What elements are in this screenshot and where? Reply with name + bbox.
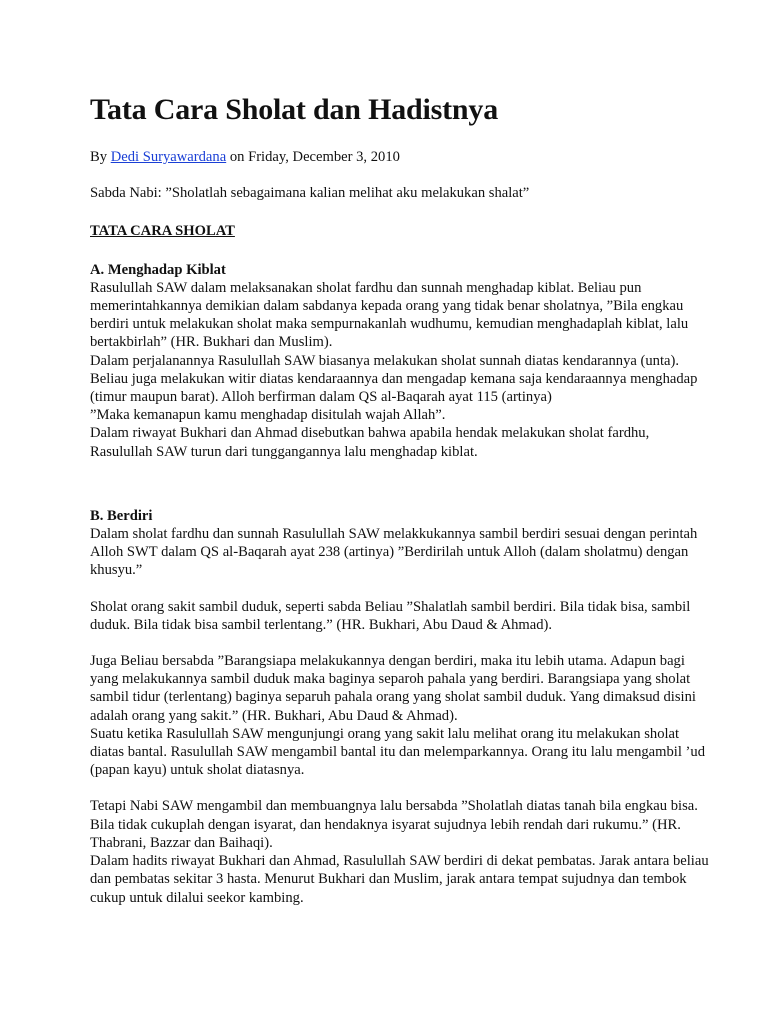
paragraph-b-2: Sholat orang sakit sambil duduk, seperti sabda Beliau ”Shalatlah sambil berdiri. Bila tidak bisa, sambil duduk. Bila tidak bisa sambil terlentang.” (HR. Bukhari, Abu Daud & Ahmad).: [90, 598, 691, 633]
paragraph-b-3: Juga Beliau bersabda ”Barangsiapa melakukannya dengan berdiri, maka itu lebih utama. Adapun bagi yang melakukannya sambil duduk maka baginya separoh pahala yang berdiri. Barangsiapa yang sholat sambil tidur (terlentang) baginya separuh pahala orang yang sholat sambil duduk. Yang dimaksud disini adalah orang yang sakit.” (HR. Bukhari, Abu Daud & Ahmad).: [90, 653, 696, 724]
paragraph-a-2: Dalam perjalanannya Rasulullah SAW biasanya melakukan sholat sunnah diatas kendarannya (unta). Beliau juga melakukan witir diatas kendaraannya dan mengadap kemana saja kendaraannya menghadap (timur maupun barat). Alloh berfirman dalam QS al-Baqarah ayat 115 (artinya): [90, 352, 698, 406]
document-page: [90, 92, 710, 907]
sabda-nabi-quote: Sabda Nabi: ”Sholatlah sebagaimana kalian melihat aku melakukan shalat”: [90, 185, 530, 202]
spacer: [90, 580, 710, 598]
article-title: Tata Cara Sholat dan Hadistnya: [90, 93, 498, 126]
section-title: TATA CARA SHOLAT: [90, 223, 235, 240]
byline-date: on Friday, December 3, 2010: [226, 149, 400, 165]
heading-menghadap-kiblat: A. Menghadap Kiblat: [90, 261, 226, 278]
paragraph-a-3: ”Maka kemanapun kamu menghadap disitulah wajah Allah”.: [90, 407, 446, 424]
paragraph-a-4: Dalam riwayat Bukhari dan Ahmad disebutkan bahwa apabila hendak melakukan sholat fardhu, Rasulullah SAW turun dari tunggangannya lalu menghadap kiblat.: [90, 425, 650, 460]
paragraph-b-4: Suatu ketika Rasulullah SAW mengunjungi orang yang sakit lalu melihat orang itu melakukan sholat diatas bantal. Rasulullah SAW mengambil bantal itu dan melemparkannya. Orang itu lalu mengambil ’ud (papan kayu) untuk sholat diatasnya.: [90, 725, 705, 779]
paragraph-b-5: Tetapi Nabi SAW mengambil dan membuangnya lalu bersabda ”Sholatlah diatas tanah bila engkau bisa. Bila tidak cukuplah dengan isyarat, dan hendaknya isyarat sujudnya lebih rendah dari rukumu.” (HR. Thabrani, Bazzar dan Baihaqi).: [90, 798, 698, 851]
paragraph-b-6: Dalam hadits riwayat Bukhari dan Ahmad, Rasulullah SAW berdiri di dekat pembatas. Jarak antara beliau dan pembatas sekitar 3 hasta. Menurut Bukhari dan Muslim, jarak antara tempat sujudnya dan tembok cukup untuk dilalui seekor kambing.: [90, 853, 709, 906]
spacer: [90, 461, 710, 507]
paragraph-a-1: Rasulullah SAW dalam melaksanakan sholat fardhu dan sunnah menghadap kiblat. Beliau pun memerintahkannya demikian dalam sabdanya kepada orang yang tidak benar sholatnya, ”Bila engkau berdiri untuk melakukan sholat maka sempurnakanlah wudhumu, kemudian menghadaplah kiblat, lalu bertakbirlah” (HR. Bukhari dan Muslim).: [90, 279, 689, 351]
author-link[interactable]: Dedi Suryawardana: [110, 149, 227, 165]
byline: [90, 148, 710, 166]
byline-prefix: By: [90, 149, 111, 165]
spacer: [90, 634, 710, 652]
heading-berdiri: B. Berdiri: [90, 507, 153, 524]
spacer: [90, 779, 710, 797]
paragraph-b-1: Dalam sholat fardhu dan sunnah Rasulullah SAW melakkukannya sambil berdiri sesuai dengan perintah Alloh SWT dalam QS al-Baqarah ayat 238 (artinya) ”Berdirilah untuk Alloh (dalam sholatmu) dengan khusyu.”: [90, 526, 698, 579]
